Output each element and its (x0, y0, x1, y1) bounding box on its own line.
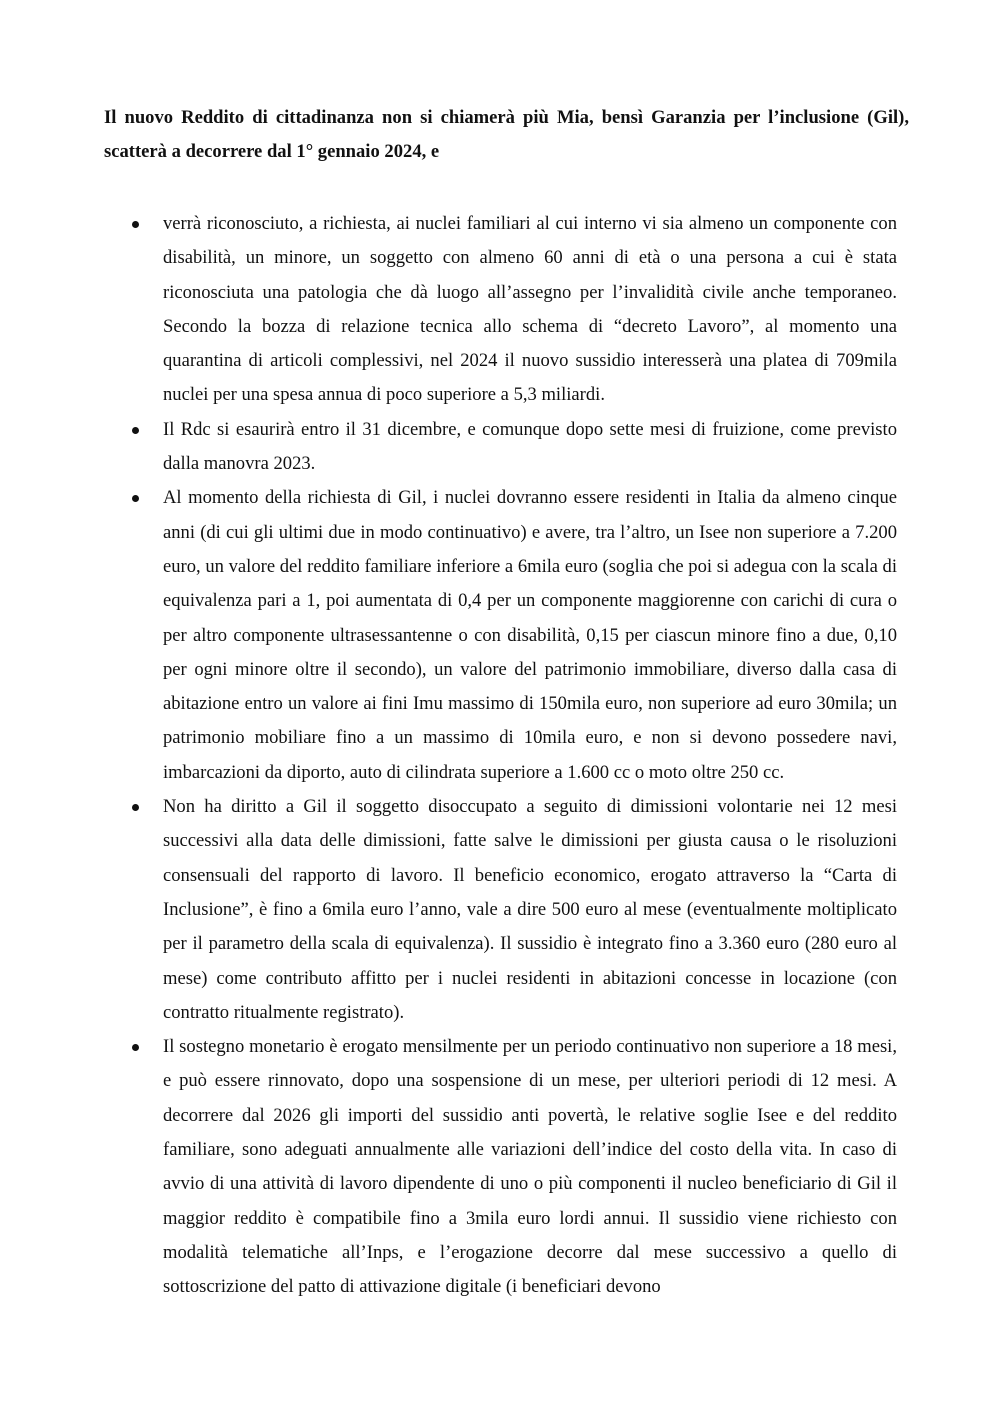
bullet-dot-icon (132, 1044, 139, 1051)
bullet-dot-icon (132, 804, 139, 811)
list-item (0, 481, 1000, 790)
bullet-dot-icon (132, 221, 139, 228)
list-item (0, 790, 1000, 1030)
list-item-text: verrà riconosciuto, a richiesta, ai nuclei familiari al cui interno vi sia almeno un componente con disabilità, un minore, un soggetto con almeno 60 anni di età o una persona a cui è stata riconosciuta una patologia che dà luogo all’assegno per l’invalidità civile anche temporaneo. Secondo la bozza di relazione tecnica allo schema di “decreto Lavoro”, al momento una quarantina di articoli complessivi, nel 2024 il nuovo sussidio interesserà una platea di 709mila nuclei per una spesa annua di poco superiore a 5,3 miliardi. (163, 213, 897, 406)
list-item (0, 207, 1000, 413)
list-item-text: Al momento della richiesta di Gil, i nuclei dovranno essere residenti in Italia da almeno cinque anni (di cui gli ultimi due in modo continuativo) e avere, tra l’altro, un Isee non superiore a 7.200 euro, un valore del reddito familiare inferiore a 6mila euro (soglia che poi si adegua con la scala di equivalenza pari a 1, poi aumentata di 0,4 per un componente maggiorenne con carichi di cura o per altro componente ultrasessantenne o con disabilità, 0,15 per ciascun minore fino a due, 0,10 per ogni minore oltre il secondo), un valore del patrimonio immobiliare, diverso dalla casa di abitazione entro un valore ai fini Imu massimo di 150mila euro, non superiore ad euro 30mila; un patrimonio mobiliare fino a un massimo di 10mila euro, e non si devono possedere navi, imbarcazioni da diporto, auto di cilindrata superiore a 1.600 cc o moto oltre 250 cc. (163, 487, 897, 783)
list-item-text: Non ha diritto a Gil il soggetto disoccupato a seguito di dimissioni volontarie nei 12 mesi successivi alla data delle dimissioni, fatte salve le dimissioni per giusta causa o le risoluzioni consensuali del rapporto di lavoro. Il beneficio economico, erogato attraverso la “Carta di Inclusione”, è fino a 6mila euro l’anno, vale a dire 500 euro al mese (eventualmente moltiplicato per il parametro della scala di equivalenza). Il sussidio è integrato fino a 3.360 euro (280 euro al mese) come contributo affitto per i nuclei residenti in abitazioni concesse in locazione (con contratto ritualmente registrato). (163, 796, 897, 1023)
document-heading: Il nuovo Reddito di cittadinanza non si chiamerà più Mia, bensì Garanzia per l’inclusione (Gil), scatterà a decorrere dal 1° gennaio 2024, e (104, 107, 909, 163)
list-item-text: Il sostegno monetario è erogato mensilmente per un periodo continuativo non superiore a 18 mesi, e può essere rinnovato, dopo una sospensione di un mese, per ulteriori periodi di 12 mesi. A decorrere dal 2026 gli importi del sussidio anti povertà, le relative soglie Isee e del reddito familiare, sono adeguati annualmente alle variazioni dell’indice del costo della vita. In caso di avvio di una attività di lavoro dipendente di uno o più componenti il nucleo beneficiario di Gil il maggior reddito è compatibile fino a 3mila euro lordi annui. Il sussidio viene richiesto con modalità telematiche all’Inps, e l’erogazione decorre dal mese successivo a quello di sottoscrizione del patto di attivazione digitale (i beneficiari devono (163, 1036, 897, 1298)
list-item (0, 413, 1000, 482)
bullet-list (0, 207, 1000, 1305)
bullet-dot-icon (132, 427, 139, 434)
list-item-text: Il Rdc si esaurirà entro il 31 dicembre, e comunque dopo sette mesi di fruizione, come previsto dalla manovra 2023. (163, 418, 897, 475)
list-item (0, 1030, 1000, 1304)
bullet-dot-icon (132, 495, 139, 502)
